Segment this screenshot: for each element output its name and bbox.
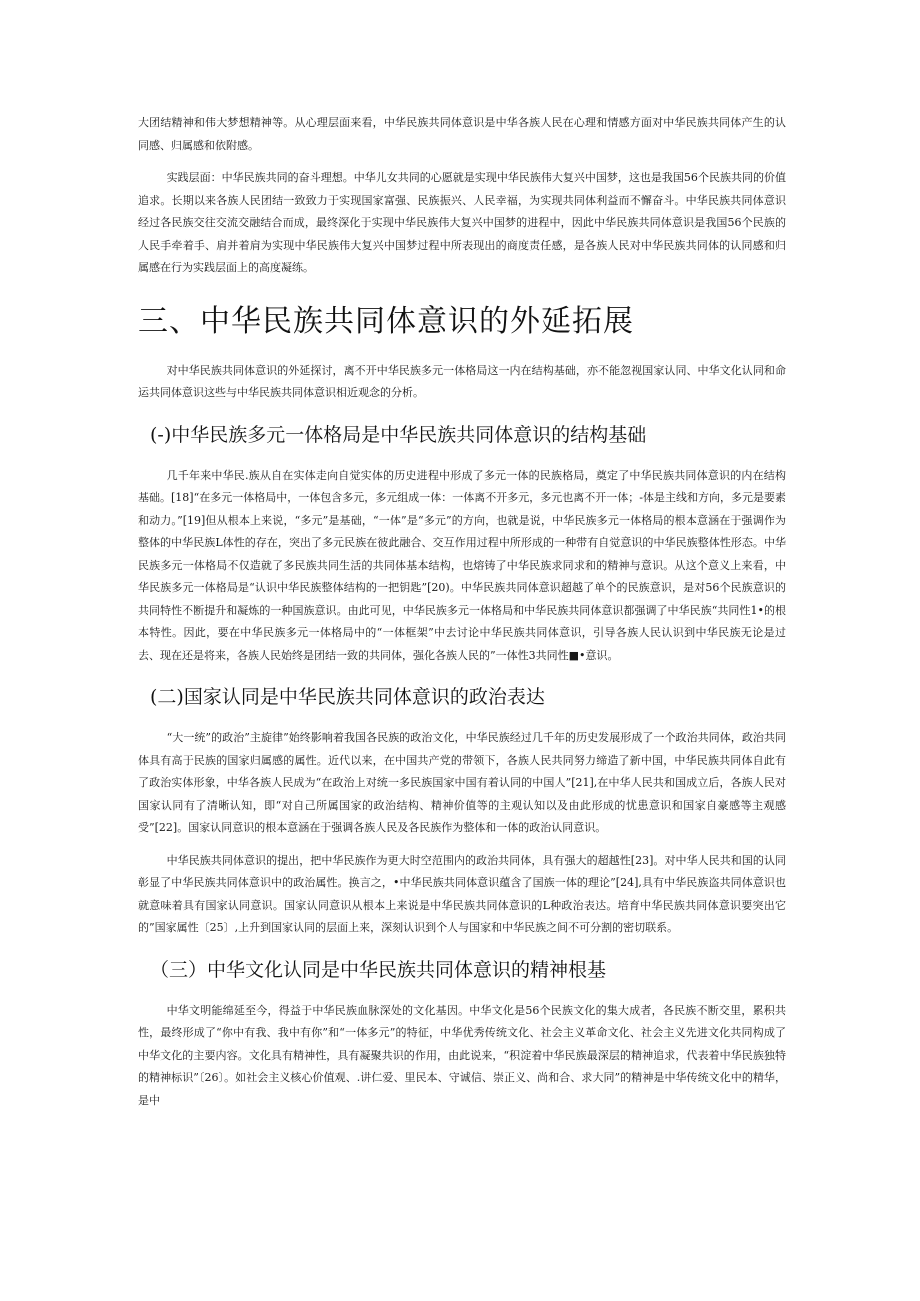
- paragraph-section-intro: 对中华民族共同体意识的外延探讨，离不开中华民族多元一体格局这一内在结构基础，亦不能忽视国家认同、中华文化认同和命运共同体意识这些与中华民族共同体意识相近观念的分析。: [138, 363, 786, 399]
- paragraph-national-identity-2: 中华民族共同体意识的提出，把中华民族作为更大时空范围内的政治共同体，具有强大的超越性[23]。对中华人民共和国的认同彰显了中华民族共同体意识中的政治属性。换言之，•中华民族共同体意识蕴含了国族一体的理论”[24],具有中华民族盗共同体意识也就意味着具有国家认同意识。国家认同意识从根本上来说是中华民族共同体意识的L种政治表达。培育中华民族共同体意识要突出它的”国家属性〔25〕,上升到国家认同的层面上来，深刻认识到个人与国家和中华民族之间不可分割的密切联系。: [138, 853, 786, 934]
- document-page: [138, 112, 786, 1112]
- paragraph-practice-level: 实践层面：中华民族共同的奋斗理想。中华儿女共同的心愿就是实现中华民族伟大复兴中国梦，这也是我国56个民族共同的价值追求。长期以来各族人民团结一致致力于实现国家富强、民族振兴、人民幸福，为实现共同体利益而不懈奋斗。中华民族共同体意识经过各民族交往交流交融结合而成，最终深化于实现中华民族伟大复兴中国梦的进程中，因此中华民族共同体意识是我国56个民族的人民手牵着手、肩并着肩为实现中华民族伟大复兴中国梦过程中所表现出的商度责任感，是各族人民对中华民族共同体的认同感和归属感在行为实践层面上的高度凝练。: [138, 171, 786, 274]
- subsection-heading-2: (二)国家认同是中华民族共同体意识的政治表达: [150, 686, 545, 708]
- subsection-heading-3: （三）中华文化认同是中华民族共同体意识的精神根基: [150, 958, 607, 981]
- subsection-heading-1: (-)中华民族多元一体格局是中华民族共同体意识的结构基础: [150, 423, 647, 446]
- paragraph-national-identity-1: “大一统”的政治”主旋律”始终影响着我国各民族的政治文化，中华民族经过几千年的历史发展形成了一个政治共同体，政治共同体具有高于民族的国家归属感的属性。近代以来，在中国共产党的带领下，各族人民共同努力缔造了新中国，中华民族共同体自此有了政治实体形象，中华各族人民成为“在政治上对统一多民族国家中国有着认同的中国人”[21],在中华人民共和国成立后，各族人民对国家认同有了清晰认知，即“对自己所属国家的政治结构、精神价值等的主观认知以及由此形成的忧患意识和国家自豪感等主观感受”[22]。国家认同意识的根本意涵在于强调各族人民及各民族作为整体和一体的政治认同意识。: [138, 731, 786, 834]
- section-heading-3: 三、中华民族共同体意识的外延拓展: [138, 303, 634, 339]
- paragraph-psychological-level: 大团结精神和伟大梦想精神等。从心理层面来看，中华民族共同体意识是中华各族人民在心理和情感方面对中华民族共同体产生的认同感、归属感和依附感。: [138, 116, 786, 152]
- paragraph-pluralistic-unity: 几千年来中华民.族从自在实体走向自觉实体的历史进程中形成了多元一体的民族格局，奠定了中华民族共同体意识的内在结构基础。[18]“在多元一体格局中，一体包含多元，多元组成一体：一体离不开多元，多元也离不开一体；-体是主线和方向，多元是要素和动力。”[19]但从根本上来说，“多元”是基础，“一体”是“多元”的方向，也就是说，中华民族多元一体格局的根本意涵在于强调作为整体的中华民族L体性的存在，突出了多元民族在彼此融合、交互作用过程中所形成的一种带有自觉意识的中华民族整体性形态。中华民族多元一体格局不仅造就了多民族共同生活的共同体基本结构，也熔铸了中华民族求同求和的精神与意识。从这个意义上来看，中华民族多元一体格局是“认识中华民族整体结构的一把钥匙”[20)。中华民族共同体意识超越了单个的民族意识，是对56个民族意识的共同特性不断提升和凝炼的一种国族意识。由此可见，中华民族多元一体格局和中华民族共同体意识都强调了中华民族“共同性1•的根本特性。因此，要在中华民族多元一体格局中的“一体框架”中去讨论中华民族共同体意识，引导各族人民认识到中华民族无论是过去、现在还是将来，各族人民始终是团结一致的共同体，强化各族人民的”一体性3共同性■•意识。: [138, 468, 786, 662]
- paragraph-cultural-identity: 中华文明能绵延至今，得益于中华民族血脉深处的文化基因。中华文化是56个民族文化的集大成者，各民族不断交里，累积共性，最终形成了“你中有我、我中有你”和“一体多元”的特征，中华优秀传统文化、社会主义革命文化、社会主义先进文化共同构成了中华文化的主要内容。文化具有精神性，具有凝聚共识的作用，由此说来，“积淀着中华民族最深层的精神追求，代表着中华民族独特的精神标识”〔26〕。如社会主义核心价值观、.讲仁爱、里民本、守诚信、崇正义、尚和合、求大同”的精神是中华传统文化中的精华，是中: [138, 1003, 786, 1107]
